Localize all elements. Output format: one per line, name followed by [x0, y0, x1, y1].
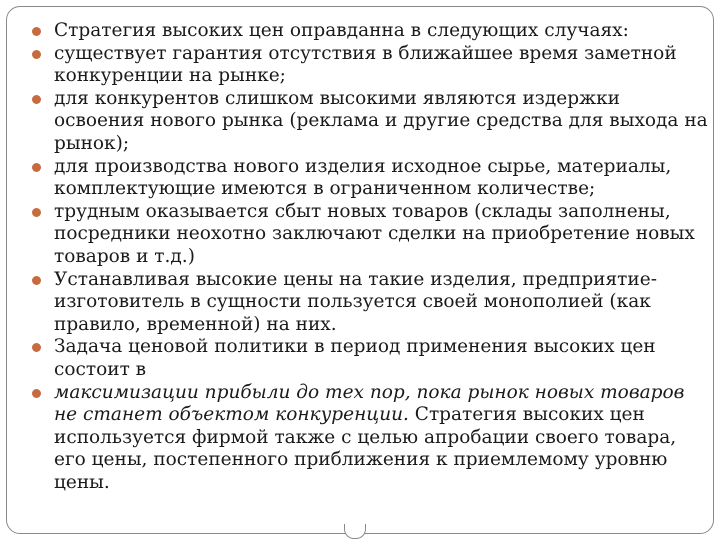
bullet-italic-text: максимизации прибыли до тех пор, пока рынок новых товаров не станет объектом конкуренции. [54, 381, 685, 426]
bullet-item [32, 20, 708, 43]
bullet-dot-icon [32, 343, 41, 352]
bullet-list [32, 20, 708, 494]
bullet-item [32, 156, 708, 201]
bullet-text: Задача ценовой политики в период применения высоких цен состоит в [54, 336, 656, 380]
bullet-item [32, 269, 708, 337]
slide-content [32, 20, 708, 494]
bullet-text: для конкурентов слишком высокими являются издержки освоения нового рынка (реклама и другие средства для выхода на рынок); [54, 87, 708, 154]
bullet-item [32, 201, 708, 269]
bullet-dot-icon [32, 389, 41, 398]
bullet-text: Стратегия высоких цен оправданна в следующих случаях: [54, 20, 629, 41]
bullet-item [32, 43, 708, 88]
bullet-text: Стратегия высоких цен используется фирмой также с целью апробации своего товара, его цены, постепенного приближения к приемлемому уровню цены. [54, 404, 677, 493]
bullet-item [32, 382, 708, 495]
bullet-item [32, 88, 708, 156]
bullet-dot-icon [32, 276, 41, 285]
bullet-text: Устанавливая высокие цены на такие изделия, предприятие-изготовитель в сущности пользуется своей монополией (как правило, временной) на них. [54, 268, 657, 335]
bullet-text: существует гарантия отсутствия в ближайшее время заметной конкуренции на рынке; [54, 42, 677, 87]
bullet-text: трудным оказывается сбыт новых товаров (склады заполнены, посредники неохотно заключают сделки на приобретение новых товаров и т.д.) [54, 200, 695, 267]
bullet-dot-icon [32, 208, 41, 217]
bullet-dot-icon [32, 50, 41, 59]
frame-notch [344, 524, 366, 539]
bullet-dot-icon [32, 163, 41, 172]
bullet-dot-icon [32, 27, 41, 36]
bullet-item [32, 336, 708, 381]
bullet-text: для производства нового изделия исходное сырье, материалы, комплектующие имеются в ограниченном количестве; [54, 155, 672, 200]
bullet-dot-icon [32, 95, 41, 104]
